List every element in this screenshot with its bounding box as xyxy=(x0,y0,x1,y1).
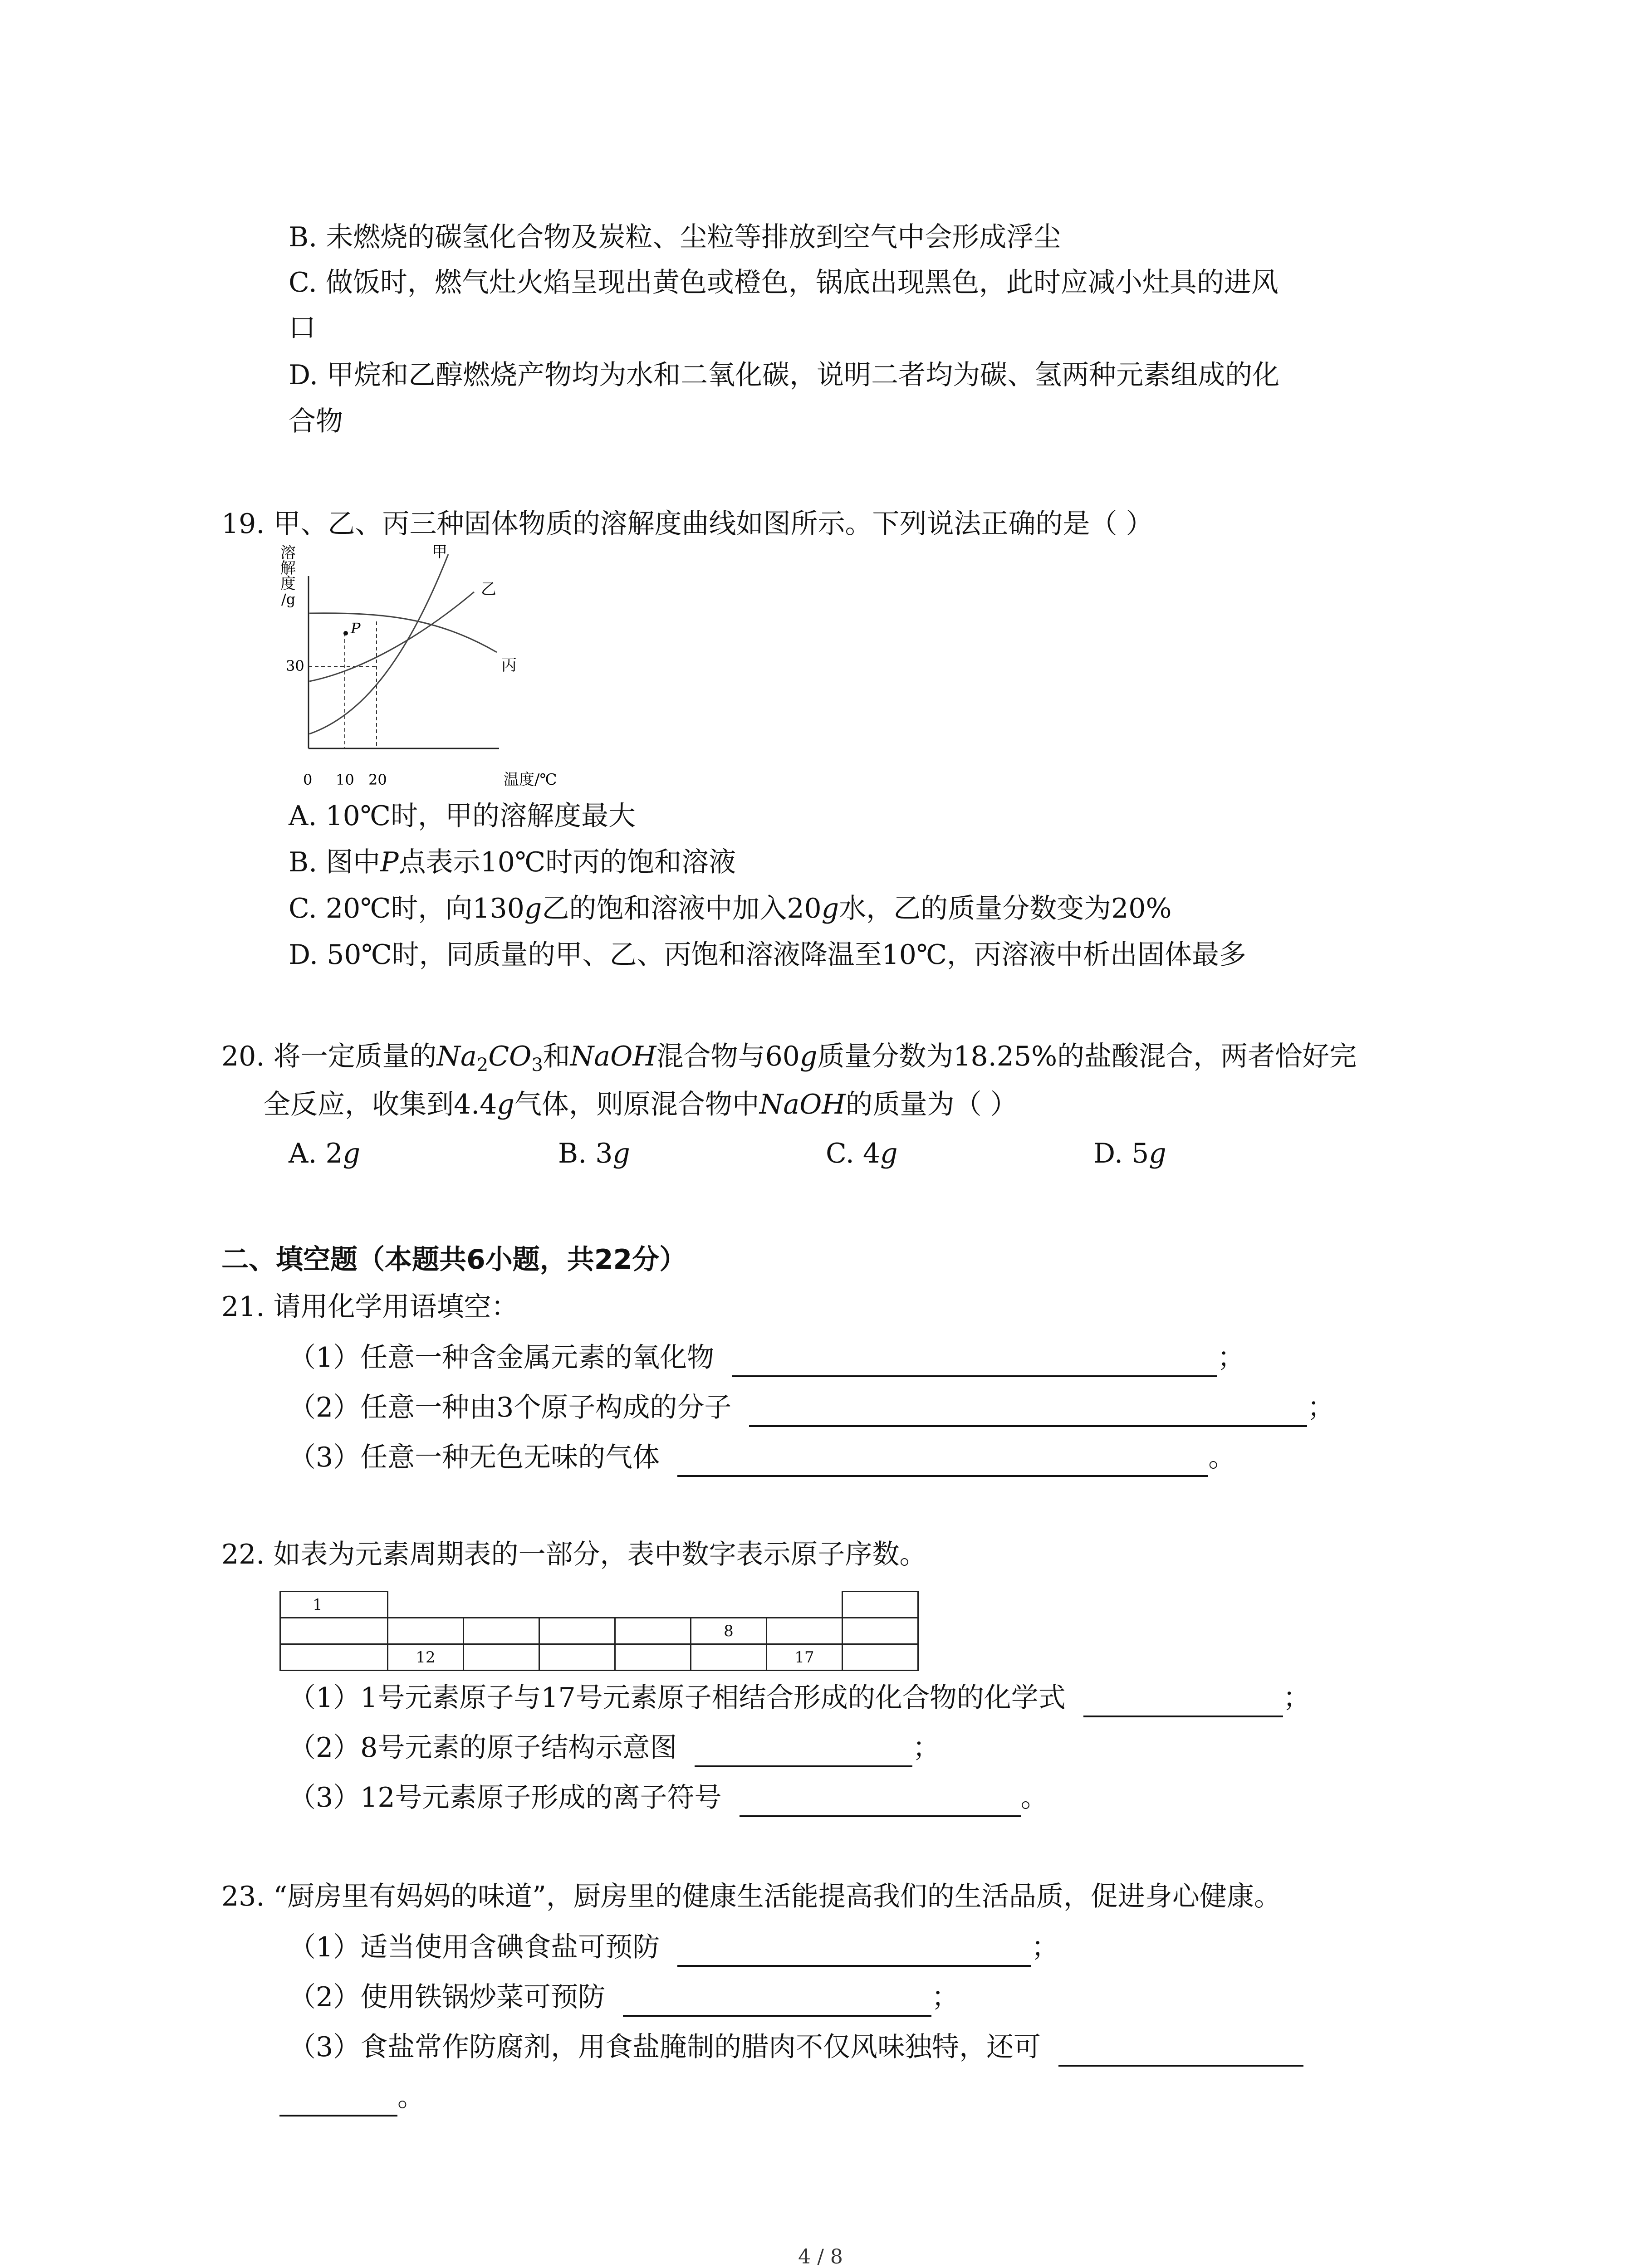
cell-he xyxy=(843,1592,918,1618)
point-p xyxy=(343,631,348,635)
q20-option-d-label: D. 5 xyxy=(1093,1138,1149,1169)
point-p-label: P xyxy=(351,620,361,637)
y-axis-label-4: /g xyxy=(281,591,296,608)
q23-answer-3-blank-line1[interactable] xyxy=(1058,2037,1303,2067)
q20-stem-line2 xyxy=(263,1085,1018,1124)
x-tick-20: 20 xyxy=(368,771,387,788)
q20-na-sub: 2 xyxy=(476,1055,489,1075)
q23-sub-3-cont xyxy=(279,2077,425,2116)
q22-answer-2-blank[interactable] xyxy=(695,1737,912,1767)
q20-text-2: 和 xyxy=(543,1041,570,1072)
q22-sub-1-end: ； xyxy=(1283,1682,1310,1714)
cell-empty xyxy=(539,1592,615,1618)
q23-sub-1-end: ； xyxy=(1031,1931,1059,1963)
q21-sub-2-end: ； xyxy=(1307,1392,1335,1423)
q19-option-b-post: 点表示10℃时丙的饱和溶液 xyxy=(398,846,736,878)
q23-sub-3-end: 。 xyxy=(397,2081,425,2113)
cell xyxy=(280,1618,388,1644)
x-tick-10: 10 xyxy=(336,771,354,788)
q20-co: CO xyxy=(488,1041,532,1072)
cell-empty xyxy=(767,1592,843,1618)
cell xyxy=(464,1644,539,1671)
q18-option-b: B. 未燃烧的碳氢化合物及炭粒、尘粒等排放到空气中会形成浮尘 xyxy=(289,221,1061,253)
cell xyxy=(280,1644,388,1671)
series-label-bing: 丙 xyxy=(501,656,517,675)
q21-answer-2-blank[interactable] xyxy=(749,1397,1307,1427)
y-axis-label-2: 解 xyxy=(280,559,296,577)
q23-sub-2 xyxy=(289,1978,959,2017)
q22-sub-2-end: ； xyxy=(912,1732,940,1764)
q23-sub-1 xyxy=(289,1928,1058,1967)
series-label-jia: 甲 xyxy=(432,543,447,561)
q20-option-c xyxy=(826,1134,898,1173)
cell xyxy=(843,1618,918,1644)
q22-sub-2-text: （2）8号元素的原子结构示意图 xyxy=(289,1732,677,1764)
q22-sub-2 xyxy=(289,1728,940,1767)
cell xyxy=(767,1618,843,1644)
q23-answer-1-blank[interactable] xyxy=(677,1937,1031,1967)
q20-g: g xyxy=(799,1041,818,1072)
q22-sub-1 xyxy=(289,1678,1310,1717)
q22-stem: 22. 如表为元素周期表的一部分，表中数字表示原子序数。 xyxy=(221,1539,927,1570)
q20-text-3: 混合物与60 xyxy=(656,1041,800,1072)
cell-mg xyxy=(388,1644,464,1671)
q23-sub-2-end: ； xyxy=(931,1981,959,2013)
atomic-number-8: 8 xyxy=(724,1622,734,1640)
cell xyxy=(615,1644,691,1671)
q20-option-d-unit: g xyxy=(1149,1138,1166,1169)
q21-answer-1-blank[interactable] xyxy=(732,1347,1217,1377)
q20-option-c-label: C. 4 xyxy=(826,1138,881,1169)
cell xyxy=(539,1618,615,1644)
q22-sub-3 xyxy=(289,1778,1048,1817)
q19-option-a: A. 10℃时，甲的溶解度最大 xyxy=(289,800,636,832)
atomic-number-1: 1 xyxy=(313,1595,323,1614)
q21-sub-1-end: ； xyxy=(1217,1342,1245,1374)
cell-empty xyxy=(388,1592,464,1618)
cell xyxy=(388,1618,464,1644)
q20-l2-a: 全反应，收集到4.4 xyxy=(263,1089,497,1120)
q22-sub-1-text: （1）1号元素原子与17号元素原子相结合形成的化合物的化学式 xyxy=(289,1682,1066,1714)
x-axis-label: 温度/℃ xyxy=(504,771,557,789)
curve-yi xyxy=(309,592,474,681)
section-2-title: 二、填空题（本题共6小题，共22分） xyxy=(221,1244,687,1276)
cell-empty xyxy=(691,1592,767,1618)
q20-na: Na xyxy=(436,1041,477,1072)
q23-sub-2-text: （2）使用铁锅炒菜可预防 xyxy=(289,1981,606,2013)
cell-cl xyxy=(767,1644,843,1671)
q18-option-d-line1: D. 甲烷和乙醇燃烧产物均为水和二氧化碳，说明二者均为碳、氢两种元素组成的化 xyxy=(289,359,1280,391)
q19-option-c-g2: g xyxy=(821,893,839,924)
atomic-number-17: 17 xyxy=(794,1648,814,1667)
q23-answer-2-blank[interactable] xyxy=(623,1987,931,2017)
q22-answer-3-blank[interactable] xyxy=(740,1787,1021,1817)
q23-sub-3 xyxy=(289,2028,1303,2067)
q21-stem: 21. 请用化学用语填空： xyxy=(221,1291,519,1323)
q20-option-b-label: B. 3 xyxy=(558,1138,613,1169)
q20-l2-naoh: NaOH xyxy=(759,1089,846,1120)
q19-option-b-var: P xyxy=(380,846,399,878)
q22-answer-1-blank[interactable] xyxy=(1083,1687,1283,1717)
cell-h xyxy=(280,1592,388,1618)
q23-sub-3-text: （3）食盐常作防腐剂，用食盐腌制的腊肉不仅风味独特，还可 xyxy=(289,2031,1041,2063)
q21-sub-3-end: 。 xyxy=(1208,1442,1236,1473)
q23-stem: 23. “厨房里有妈妈的味道”，厨房里的健康生活能提高我们的生活品质，促进身心健康。 xyxy=(221,1881,1281,1912)
cell xyxy=(539,1644,615,1671)
q20-co-sub: 3 xyxy=(531,1055,543,1075)
q20-text-1: 20. 将一定质量的 xyxy=(221,1041,437,1072)
q18-option-c-line2: 口 xyxy=(289,312,316,344)
q21-sub-1-text: （1）任意一种含金属元素的氧化物 xyxy=(289,1342,715,1374)
q20-text-4: 质量分数为18.25%的盐酸混合，两者恰好完 xyxy=(817,1041,1357,1072)
cell xyxy=(843,1644,918,1671)
x-tick-0: 0 xyxy=(303,771,313,788)
q19-option-b-pre: B. 图中 xyxy=(289,846,381,878)
cell xyxy=(464,1618,539,1644)
cell xyxy=(615,1618,691,1644)
q20-option-a-label: A. 2 xyxy=(289,1138,343,1169)
q20-naoh: NaOH xyxy=(570,1041,656,1072)
q23-sub-1-text: （1）适当使用含碘食盐可预防 xyxy=(289,1931,660,1963)
cell-o xyxy=(691,1618,767,1644)
series-label-yi: 乙 xyxy=(481,580,496,598)
q20-option-a-unit: g xyxy=(343,1138,361,1169)
q20-option-b xyxy=(558,1134,630,1173)
q19-option-c-post: 水，乙的质量分数变为20% xyxy=(839,893,1172,924)
solubility-curve-chart xyxy=(268,540,576,803)
q19-option-d: D. 50℃时，同质量的甲、乙、丙饱和溶液降温至10℃，丙溶液中析出固体最多 xyxy=(289,939,1247,971)
q20-option-c-unit: g xyxy=(880,1138,898,1169)
q22-sub-3-text: （3）12号元素原子形成的离子符号 xyxy=(289,1782,722,1813)
y-axis-label-3: 度 xyxy=(280,575,296,593)
q20-l2-b: 气体，则原混合物中 xyxy=(514,1089,759,1120)
q22-sub-3-end: 。 xyxy=(1020,1782,1048,1813)
q19-option-b xyxy=(289,843,736,882)
cell-empty xyxy=(615,1592,691,1618)
q20-option-a xyxy=(289,1134,360,1173)
y-tick-30: 30 xyxy=(286,657,304,675)
page-number: 4 / 8 xyxy=(798,2245,843,2268)
q20-stem-line1 xyxy=(221,1037,1357,1076)
q19-option-c-pre: C. 20℃时，向130 xyxy=(289,893,524,924)
q20-l2-g: g xyxy=(497,1089,514,1120)
atomic-number-12: 12 xyxy=(416,1648,436,1667)
q19-option-c-mid: 乙的饱和溶液中加入20 xyxy=(542,893,822,924)
q20-option-b-unit: g xyxy=(612,1138,630,1169)
q21-sub-2-text: （2）任意一种由3个原子构成的分子 xyxy=(289,1392,732,1423)
q18-option-c-line1: C. 做饭时，燃气灶火焰呈现出黄色或橙色，锅底出现黑色，此时应减小灶具的进风 xyxy=(289,267,1279,298)
q20-l2-c: 的质量为（ ） xyxy=(845,1089,1018,1120)
curve-jia xyxy=(309,554,448,734)
q21-sub-1 xyxy=(289,1338,1244,1377)
q21-sub-2 xyxy=(289,1388,1334,1427)
q20-option-d xyxy=(1093,1134,1166,1173)
q21-sub-3 xyxy=(289,1438,1235,1477)
cell xyxy=(691,1644,767,1671)
q19-option-c xyxy=(289,889,1171,928)
q21-answer-3-blank[interactable] xyxy=(677,1447,1208,1477)
q21-sub-3-text: （3）任意一种无色无味的气体 xyxy=(289,1442,660,1473)
periodic-table-fragment xyxy=(279,1591,919,1671)
cell-empty xyxy=(464,1592,539,1618)
q19-stem: 19. 甲、乙、丙三种固体物质的溶解度曲线如图所示。下列说法正确的是（ ） xyxy=(221,508,1153,540)
y-axis-label-1: 溶 xyxy=(280,544,296,562)
q23-answer-3-blank-line2[interactable] xyxy=(279,2087,397,2116)
q18-option-d-line2: 合物 xyxy=(289,406,343,437)
q19-option-c-g1: g xyxy=(524,893,542,924)
